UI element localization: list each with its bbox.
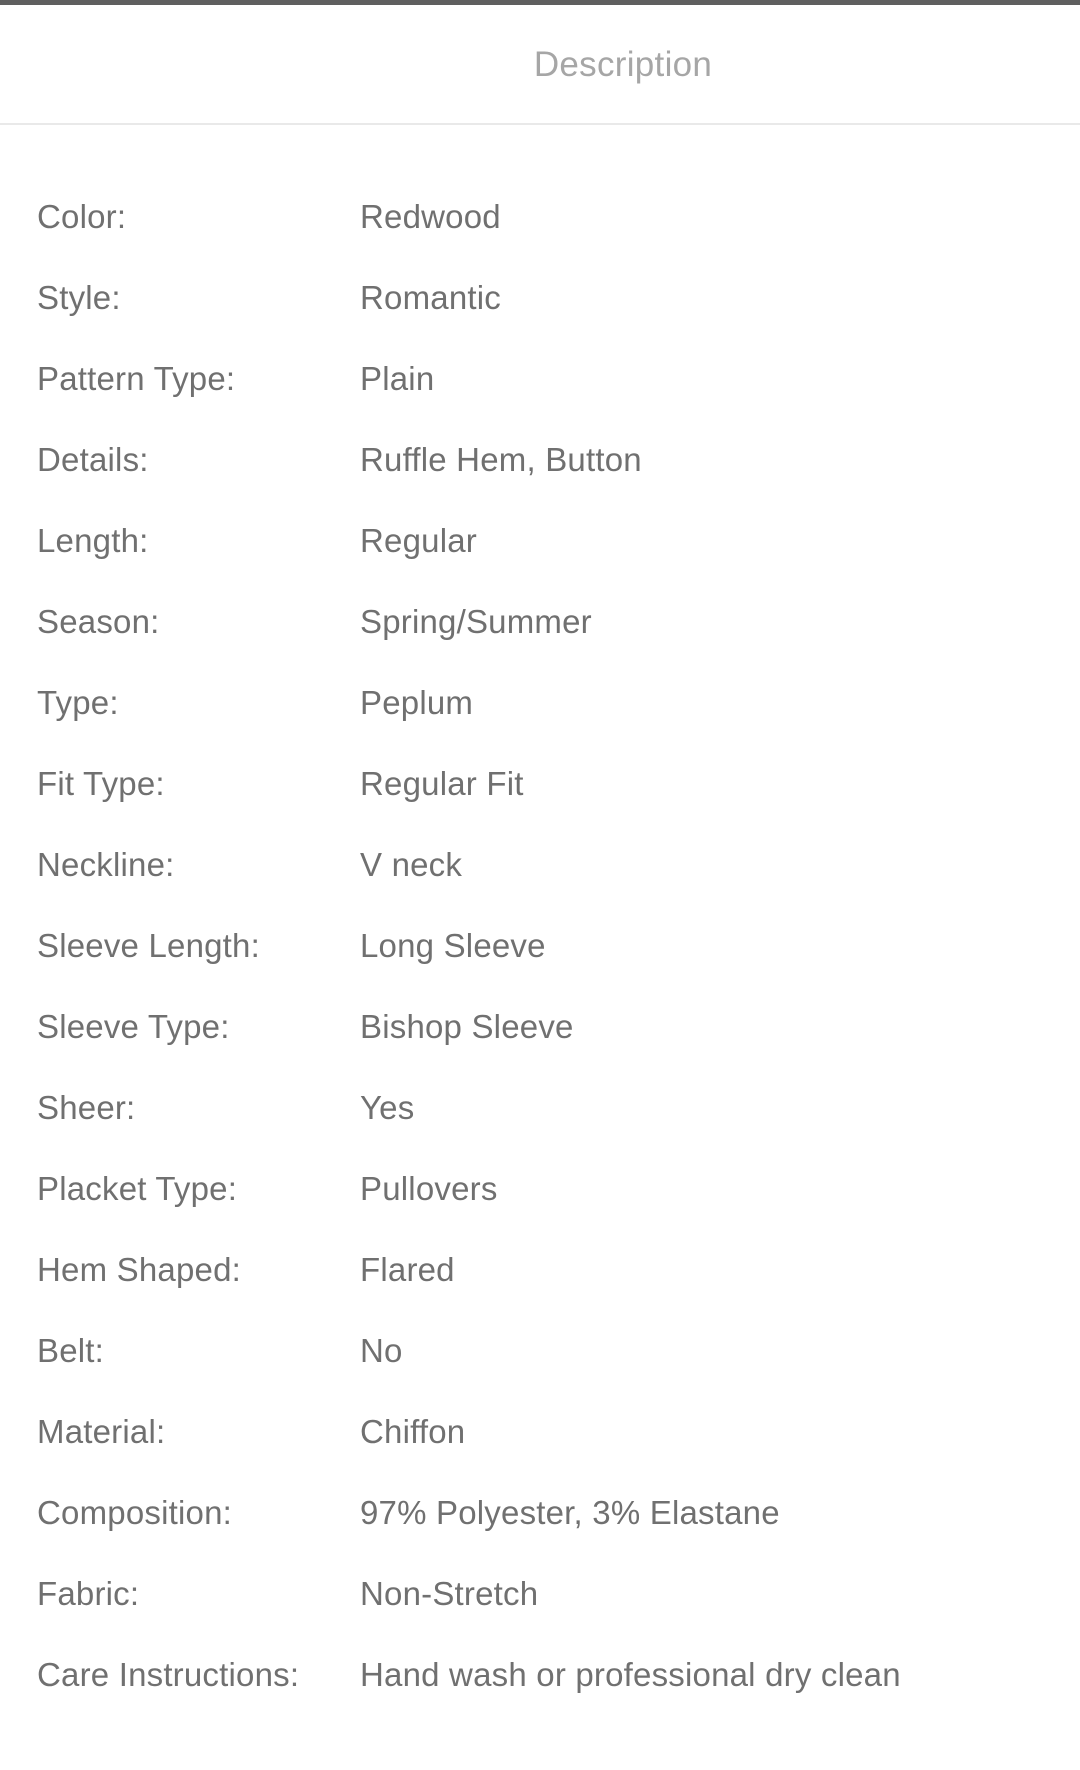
spec-label: Color:: [37, 198, 127, 235]
spec-label: Placket Type:: [37, 1170, 238, 1207]
spec-row-type: [37, 682, 1050, 724]
spec-row-hem-shaped: [37, 1249, 1050, 1291]
spec-label: Details:: [37, 441, 149, 478]
spec-value: Chiffon: [360, 1413, 466, 1450]
spec-label: Pattern Type:: [37, 360, 236, 397]
spec-value: Ruffle Hem, Button: [360, 441, 642, 478]
spec-value: Non-Stretch: [360, 1575, 539, 1612]
spec-row-belt: [37, 1330, 1050, 1372]
spec-value: Romantic: [360, 279, 501, 316]
spec-row-fabric: [37, 1573, 1050, 1615]
spec-value: Plain: [360, 360, 435, 397]
spec-row-sleeve-type: [37, 1006, 1050, 1048]
spec-value: V neck: [360, 846, 463, 883]
spec-row-details: [37, 439, 1050, 481]
spec-row-composition: [37, 1492, 1050, 1534]
spec-value: Hand wash or professional dry clean: [360, 1656, 901, 1693]
spec-label: Style:: [37, 279, 121, 316]
spec-label: Type:: [37, 684, 119, 721]
spec-value: Regular: [360, 522, 477, 559]
spec-row-fit-type: [37, 763, 1050, 805]
spec-label: Material:: [37, 1413, 166, 1450]
spec-label: Neckline:: [37, 846, 175, 883]
spec-value: Flared: [360, 1251, 455, 1288]
spec-row-season: [37, 601, 1050, 643]
spec-list: [0, 125, 1080, 1696]
description-header: [0, 5, 1080, 125]
spec-label: Fabric:: [37, 1575, 140, 1612]
spec-row-sheer: [37, 1087, 1050, 1129]
spec-value: Peplum: [360, 684, 474, 721]
spec-value: Redwood: [360, 198, 501, 235]
spec-value: Pullovers: [360, 1170, 498, 1207]
spec-row-color: [37, 196, 1050, 238]
spec-label: Composition:: [37, 1494, 232, 1531]
spec-label: Sleeve Length:: [37, 927, 260, 964]
spec-row-material: [37, 1411, 1050, 1453]
spec-row-neckline: [37, 844, 1050, 886]
spec-value: Spring/Summer: [360, 603, 592, 640]
spec-value: No: [360, 1332, 403, 1369]
spec-row-pattern-type: [37, 358, 1050, 400]
page-title: Description: [533, 45, 713, 84]
spec-value: Regular Fit: [360, 765, 524, 802]
spec-label: Hem Shaped:: [37, 1251, 241, 1288]
spec-row-placket-type: [37, 1168, 1050, 1210]
spec-label: Fit Type:: [37, 765, 165, 802]
spec-label: Sleeve Type:: [37, 1008, 230, 1045]
spec-row-length: [37, 520, 1050, 562]
spec-label: Length:: [37, 522, 149, 559]
spec-value: Bishop Sleeve: [360, 1008, 574, 1045]
spec-row-style: [37, 277, 1050, 319]
spec-row-care-instructions: [37, 1654, 1050, 1696]
spec-label: Sheer:: [37, 1089, 136, 1126]
spec-value: Long Sleeve: [360, 927, 546, 964]
spec-row-sleeve-length: [37, 925, 1050, 967]
spec-label: Season:: [37, 603, 160, 640]
spec-value: Yes: [360, 1089, 415, 1126]
spec-label: Belt:: [37, 1332, 105, 1369]
spec-value: 97% Polyester, 3% Elastane: [360, 1494, 780, 1531]
spec-label: Care Instructions:: [37, 1656, 300, 1693]
